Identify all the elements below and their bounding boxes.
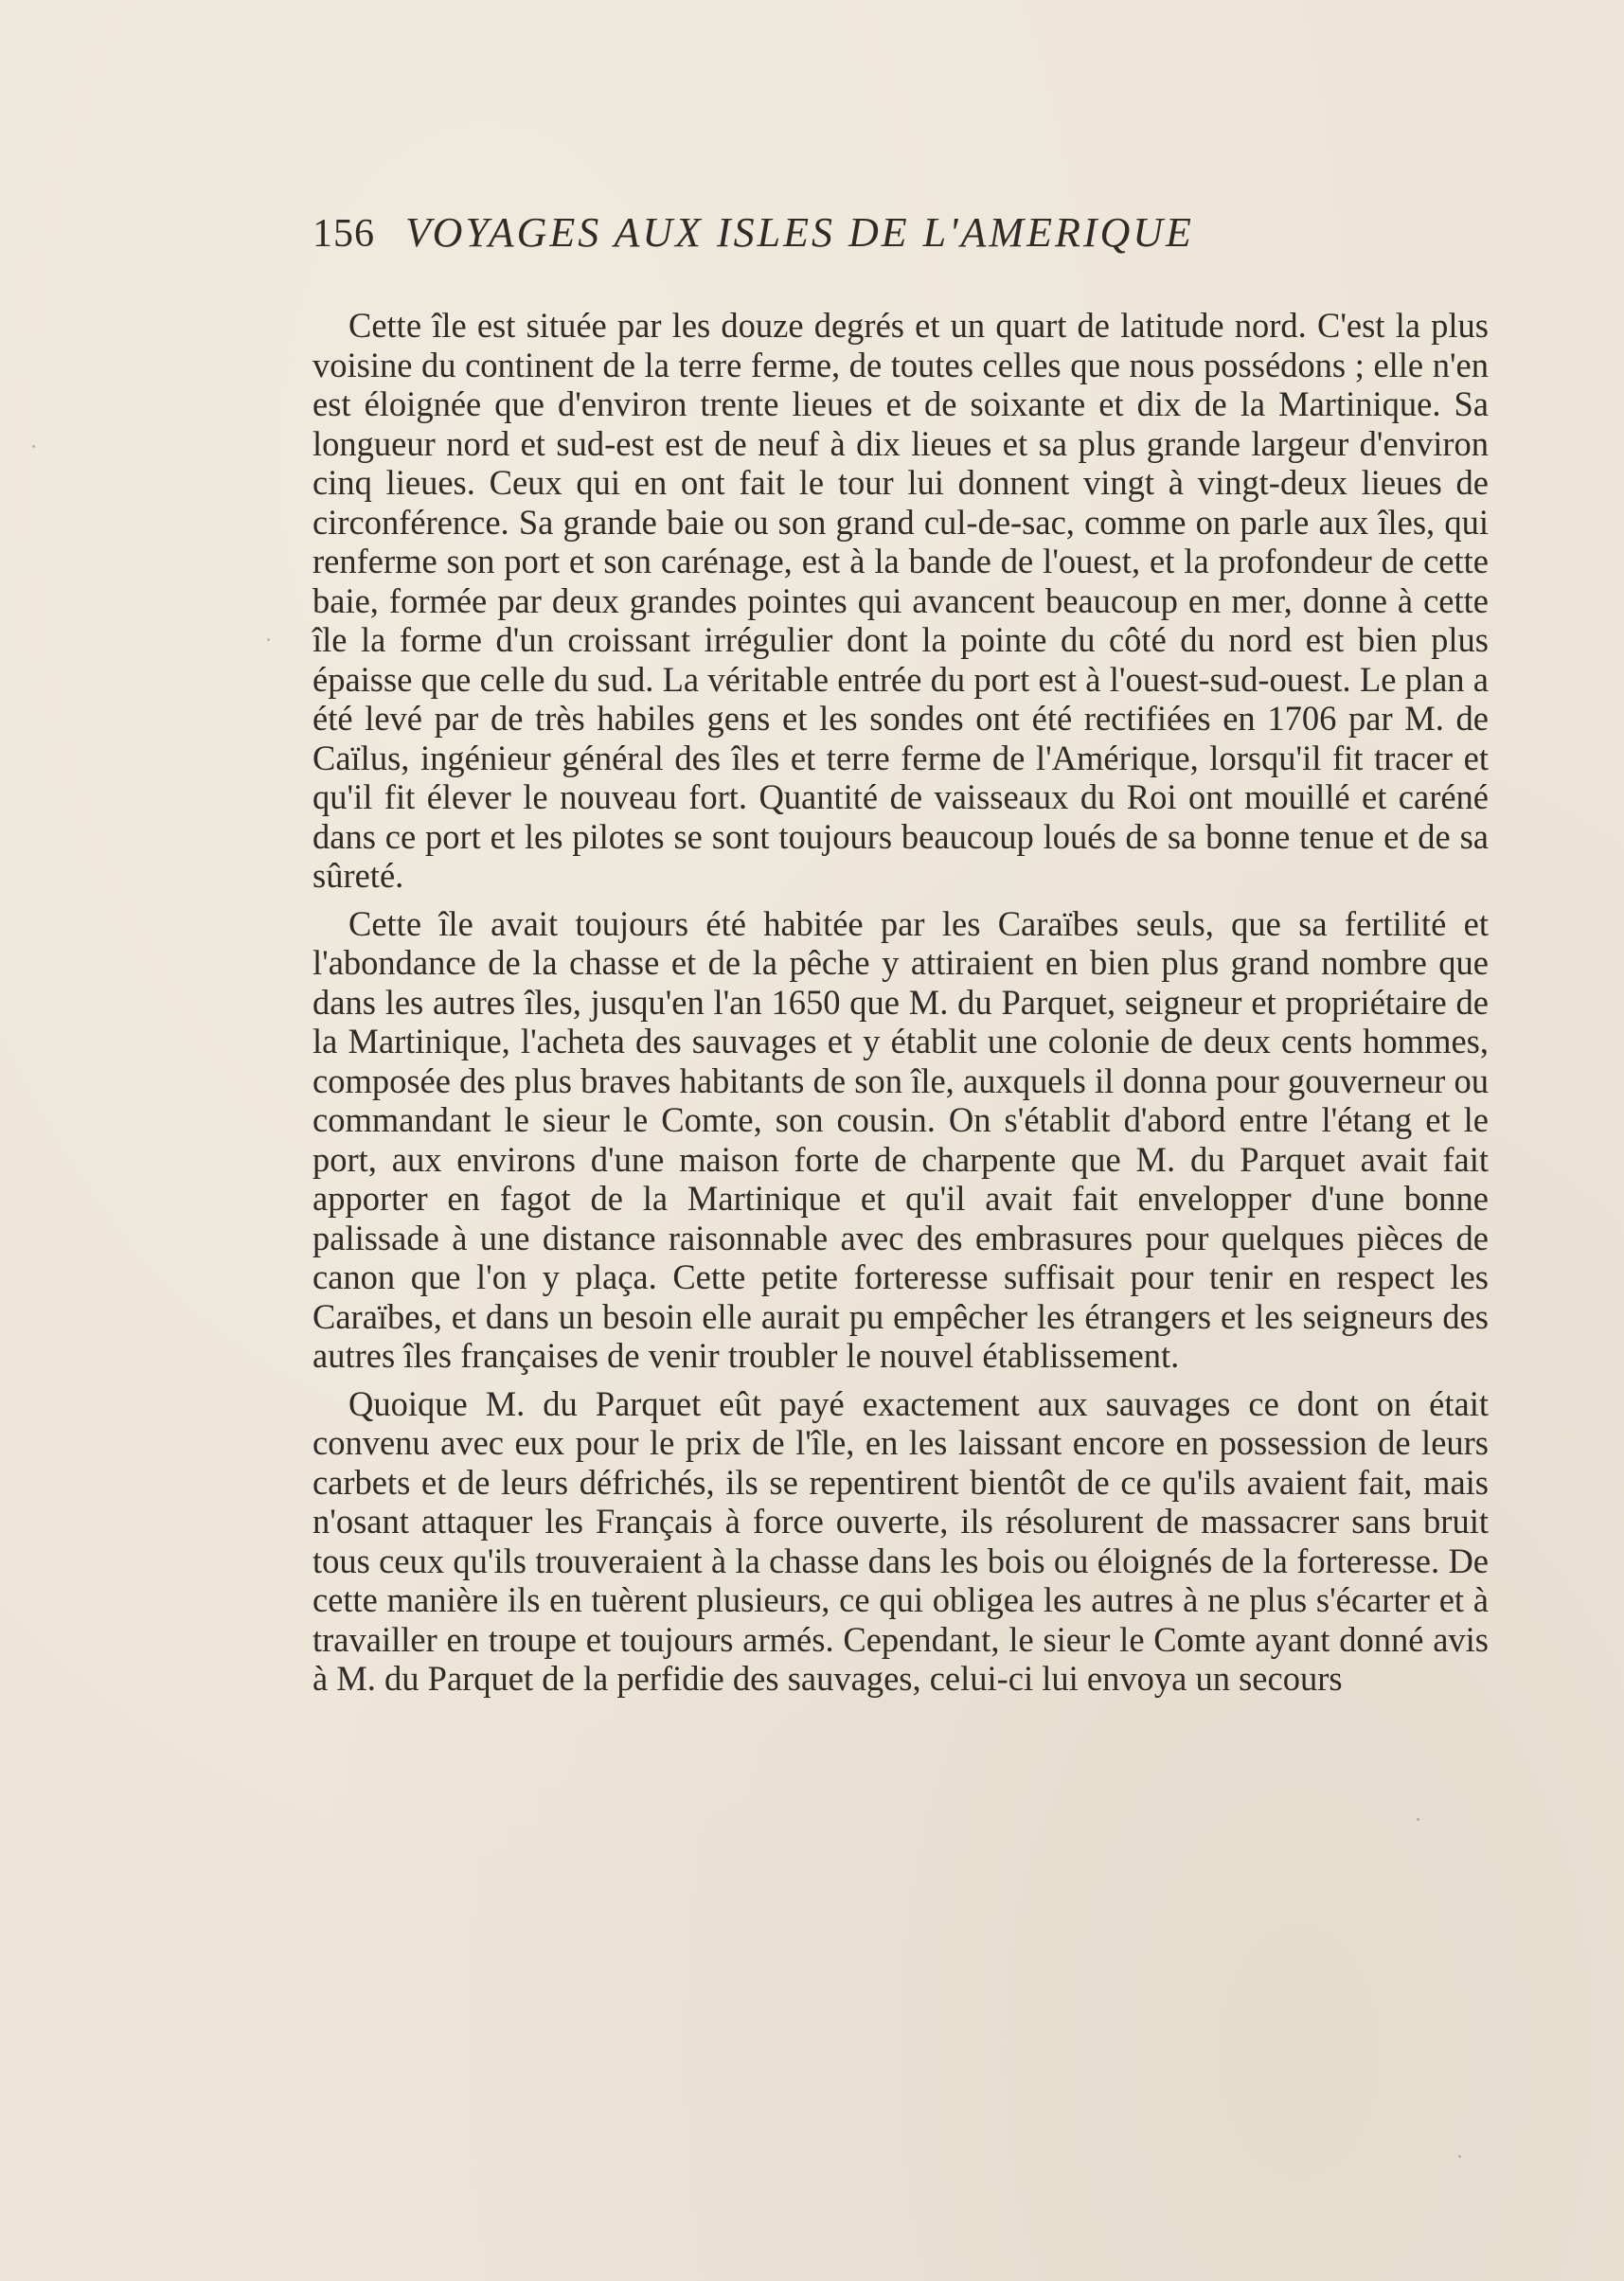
paper-speck xyxy=(1417,1818,1419,1821)
paper-speck xyxy=(32,445,35,448)
paragraph-3: Quoique M. du Parquet eût payé exactement aux sauvages ce dont on était convenu avec eux pour le prix de l'île, en les laissant encore en possession de leurs carbets et de leurs défrichés, ils se repentirent bientôt de ce qu'ils avaient fait, mais n'osant attaquer les Français à force ouverte, ils résolurent de massacrer sans bruit tous ceux qu'ils trouveraient à la chasse dans les bois ou éloignés de la forteresse. De cette manière ils en tuèrent plusieurs, ce qui obligea les autres à ne plus s'écarter et à travailler en troupe et toujours armés. Cependant, le sieur le Comte ayant donné avis à M. du Parquet de la perfidie des sauvages, celui-ci lui envoya un secours xyxy=(312,1383,1489,1698)
paragraph-1: Cette île est située par les douze degrés et un quart de latitude nord. C'est la plus voisine du continent de la terre ferme, de toutes celles que nous possédons ; elle n'en est éloignée que d'environ trente lieues et de soixante et dix de la Martinique. Sa longueur nord et sud-est est de neuf à dix lieues et sa plus grande largeur d'environ cinq lieues. Ceux qui en ont fait le tour lui donnent vingt à vingt-deux lieues de circonférence. Sa grande baie ou son grand cul-de-sac, comme on parle aux îles, qui renferme son port et son carénage, est à la bande de l'ouest, et la profondeur de cette baie, formée par deux grandes pointes qui avancent beaucoup en mer, donne à cette île la forme d'un croissant irrégulier dont la pointe du côté du nord est bien plus épaisse que celle du sud. La véritable entrée du port est à l'ouest-sud-ouest. Le plan a été levé par de très habiles gens et les sondes ont été rectifiées en 1706 par M. de Caïlus, ingénieur général des îles et terre ferme de l'Amérique, lorsqu'il fit tracer et qu'il fit élever le nouveau fort. Quantité de vaisseaux du Roi ont mouillé et caréné dans ce port et les pilotes se sont toujours beaucoup loués de sa bonne tenue et de sa sûreté. xyxy=(312,306,1489,895)
paper-speck xyxy=(267,638,270,641)
paragraph-2: Cette île avait toujours été habitée par les Caraïbes seuls, que sa fertilité et l'abondance de la chasse et de la pêche y attiraient en bien plus grand nombre que dans les autres îles, jusqu'en l'an 1650 que M. du Parquet, seigneur et propriétaire de la Martinique, l'acheta des sauvages et y établit une colonie de deux cents hommes, composée des plus braves habitants de son île, auxquels il donna pour gouverneur ou commandant le sieur le Comte, son cousin. On s'établit d'abord entre l'étang et le port, aux environs d'une maison forte de charpente que M. du Parquet avait fait apporter en fagot de la Martinique et qu'il avait fait envelopper d'une bonne palissade à une distance raisonnable avec des embrasures pour quelques pièces de canon que l'on y plaça. Cette petite forteresse suffisait pour tenir en respect les Caraïbes, et dans un besoin elle aurait pu empêcher les étrangers et les seigneurs des autres îles françaises de venir troubler le nouvel établissement. xyxy=(312,903,1489,1375)
page-number: 156 xyxy=(312,212,375,256)
paper-speck xyxy=(1458,2155,1461,2158)
page-header xyxy=(312,208,1487,275)
running-title: VOYAGES AUX ISLES DE L'AMERIQUE xyxy=(405,209,1194,256)
body-text xyxy=(312,306,1489,1699)
